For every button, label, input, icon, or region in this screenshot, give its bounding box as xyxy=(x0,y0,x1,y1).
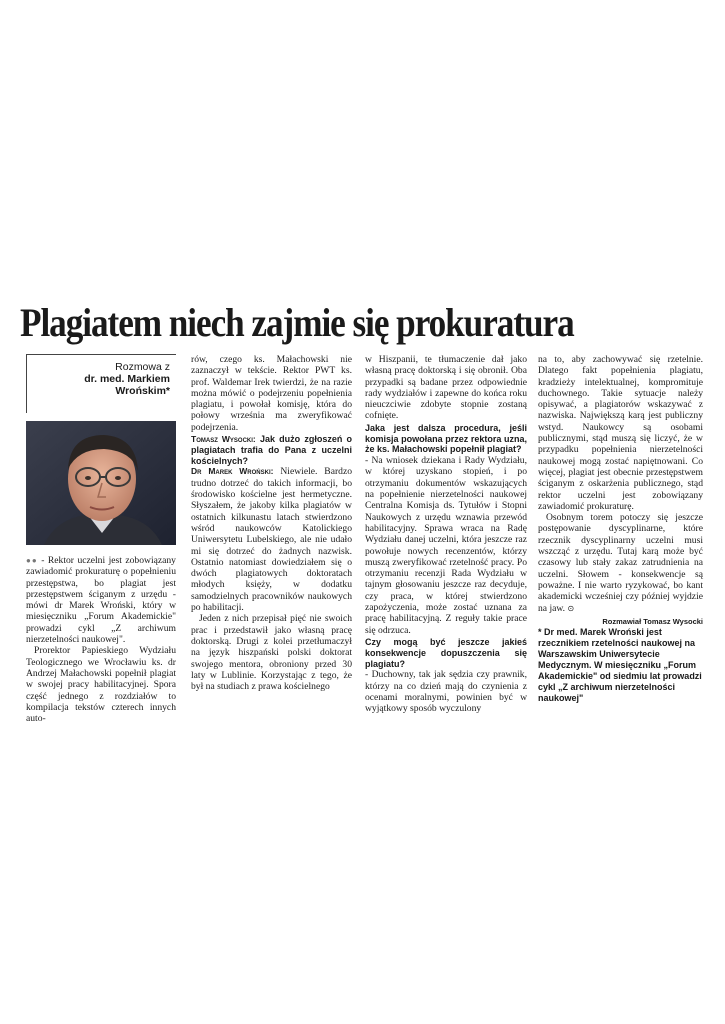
answer-1-speaker: Dr Marek Wroński: xyxy=(191,466,274,477)
lead-text: - Rektor uczelni jest zobowiązany zawiadomić prokuraturę o popełnieniu przestępstwa, bo plagiat jest przestępstwem ściganym z urzędu - mówi dr Marek Wroński, który w miesięczniku „Forum Akademickie" prowadzi cykl „Z archiwum nierzetelności naukowej". xyxy=(26,555,176,646)
col2-paragraph-1: rów, czego ks. Małachowski nie zaznaczył w tekście. Rektor PWT ks. prof. Waldemar Irek twierdzi, że na razie można mówić o podejrzeniu popełnienia plagiatu, i powołał komisję, która do połowy września ma zweryfikować podejrzenia. xyxy=(191,354,352,433)
author-footnote: * Dr med. Marek Wroński jest rzecznikiem rzetelności naukowej na Warszawskim Uniwersytecie Medycznym. W miesięczniku „Forum Akademickie" od siedmiu lat prowadzi cykl „Z archiwum nierzetelności naukowej" xyxy=(538,627,702,704)
answer-2: - Na wniosek dziekana i Rady Wydziału, w której uzyskano stopień, i po otrzymaniu dokumentów wskazujących na popełnienie nierzetelności naukowej Centralna Komisja ds. Tytułów i Stopni Naukowych z urzędu wznawia przewód habilitacyjny. Sprawa wraca na Radę Wydziału danej uczelni, która jeszcze raz powołuje nowych recenzentów, którzy muszą zweryfikować rzetelność pracy. Po otrzymaniu recenzji Rada Wydziału w tajnym głosowaniu jeszcze raz decyduje, czy praca, w której stwierdzono zapożyczenia, może zostać uznana za pracę habilitacyjną. Z reguły takie prace się odrzuca. xyxy=(365,455,527,636)
col4-paragraph-2 xyxy=(538,512,703,614)
byline xyxy=(538,616,703,627)
question-1-text: Jak dużo zgłoszeń o plagiatach trafia do Pana z uczelni kościelnych? xyxy=(191,434,352,466)
answer-3: - Duchowny, tak jak sędzia czy prawnik, którzy na co dzień mają do czynienia z ocenami moralnymi, powinien być w wyjątkowy sposób wyczulony xyxy=(365,669,527,715)
byline-label: Rozmawiał xyxy=(602,616,642,626)
intro-label: Rozmowa z xyxy=(115,361,170,373)
col4-paragraph-2-text: Osobnym torem potoczy się jeszcze postępowanie dyscyplinarne, które rzecznik dyscyplinarny uczelni musi wszcząć z urzędu. Tutaj karą może być czasowy lub stały zakaz zatrudnienia na uczelni. Słowem - konsekwencje są poważne. I nie warto ryzykować, bo kant akademicki wcześniej czy później wyjdzie na jaw. xyxy=(538,512,703,614)
col2-paragraph-3: Jeden z nich przepisał pięć nie swoich prac i przedstawił jako własną pracę doktorską. Drugi z kolei przetłumaczył na język hiszpański polski doktorat swojego mentora, obroniony przed 30 laty w Lublinie. Korzystając z tego, że był na studiach z prawa kościelnego xyxy=(191,613,352,693)
question-1 xyxy=(191,434,352,466)
headline: Plagiatem niech zajmie się prokuratura xyxy=(20,300,574,345)
answer-1-text: Niewiele. Bardzo trudno dotrzeć do takich informacji, bo środowisko kościelne jest hermetyczne. Słyszałem, że jakoby kilka plagiatów w ostatnich kilkunastu latach stwierdzono wśród naukowców Katolickiego Uniwersytetu Lubelskiego, ale nie udało mi się dotrzeć do żadnych nazwisk. Ostatnio natomiast dowiedziałem się o dwóch plagiatowych doktoratach młodych księży, w dodatku samodzielnych pracowników naukowych po habilitacji. xyxy=(191,466,352,614)
column-4 xyxy=(538,354,703,704)
intro-name-line-2: Wrońskim* xyxy=(115,385,170,397)
column-2 xyxy=(191,354,352,692)
col1-paragraph-2: Prorektor Papieskiego Wydziału Teologicznego we Wrocławiu ks. dr Andrzej Małachowski popełnił plagiat w swojej pracy habilitacyjnej. Spora część jednego z rozdziałów to kompilacja tekstów czterech innych auto- xyxy=(26,645,176,725)
intro-name-line-1: dr. med. Markiem xyxy=(84,373,170,385)
question-3: Czy mogą być jeszcze jakieś konsekwencje dopuszczenia się plagiatu? xyxy=(365,636,527,669)
col3-paragraph-1: w Hiszpanii, te tłumaczenie dał jako własną pracę doktorską i się obronił. Oba przypadki są badane przez odpowiednie rady wydziałów i zapewne do końca roku nieuczciwie zdobyte stopnie zostaną cofnięte. xyxy=(365,354,527,422)
portrait-photo xyxy=(26,421,176,545)
bullet-icon: ●● xyxy=(26,556,38,565)
end-mark-icon: ⊙ xyxy=(567,603,575,613)
question-2: Jaka jest dalsza procedura, jeśli komisja powołana przez rektora uzna, że ks. Małachowski popełnił plagiat? xyxy=(365,422,527,455)
byline-name: Tomasz Wysocki xyxy=(643,616,703,626)
interview-intro-box xyxy=(26,354,176,413)
column-1 xyxy=(26,354,176,724)
column-3 xyxy=(365,354,527,715)
answer-1 xyxy=(191,466,352,613)
question-1-speaker: Tomasz Wysocki: xyxy=(191,434,256,445)
col4-paragraph-1: na to, aby zachowywać się rzetelnie. Dlatego fakt popełnienia plagiatu, kradzieży intelektualnej, kompromituje duchownego. Takie sytuacje należy opisywać, a plagiatorów wskazywać z nazwiska. Największą karą jest publiczny wstyd. Naukowcy są osobami publicznymi, stąd muszą się liczyć, że w przypadku popełnienia nierzetelności naukowej mogą zostać napiętnowani. Co więcej, plagiat jest obecnie przestępstwem ściganym z oskarżenia publicznego, stąd rektor uczelni jest zobowiązany zawiadomić prokuraturę. xyxy=(538,354,703,512)
lead-paragraph xyxy=(26,555,176,645)
